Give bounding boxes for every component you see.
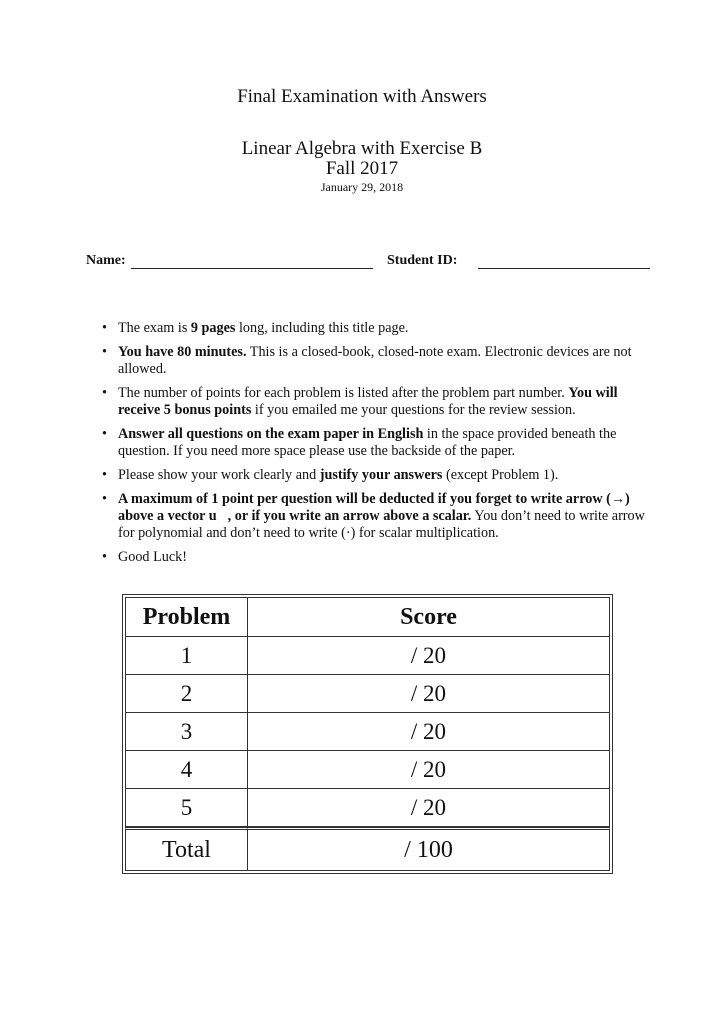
problem-number: 1 [125,637,248,675]
instruction-item [92,491,660,542]
total-label: Total [125,827,248,871]
instruction-item [92,385,660,419]
instruction-text: Good Luck! [118,549,187,565]
total-score: / 100 [248,827,610,871]
name-field[interactable] [131,268,373,269]
table-row [125,751,610,789]
instruction-text: Answer all questions on the exam paper in English [118,426,424,442]
instruction-text: The exam is [118,320,191,336]
instruction-text: A maximum of 1 point per question will be deducted if you forget to write arrow (→) above a vector u⃗, or if you write an arrow above a scalar. [118,491,630,524]
bullet-icon: • [102,426,107,442]
table-row [125,675,610,713]
instruction-text: long, including this title page. [235,320,409,336]
problem-header: Problem [125,597,248,637]
bullet-icon: • [102,385,107,401]
instructions-list [92,320,660,573]
instruction-text: justify your answers [319,467,443,483]
instruction-text: You have 80 minutes. [118,344,247,360]
bullet-icon: • [102,549,107,565]
bullet-icon: • [102,320,107,336]
problem-score: / 20 [248,675,610,713]
bullet-icon: • [102,491,107,507]
student-id-label: Student ID: [387,253,458,268]
problem-score: / 20 [248,637,610,675]
instruction-text: (except Problem 1). [442,467,559,483]
total-row [125,827,610,871]
problem-number: 5 [125,789,248,827]
exam-date: January 29, 2018 [320,180,404,194]
problem-score: / 20 [248,751,610,789]
problem-number: 3 [125,713,248,751]
problem-number: 4 [125,751,248,789]
instruction-item [92,467,660,484]
instruction-text: The number of points for each problem is listed after the problem part number. [118,385,569,401]
instruction-text: in the space provided beneath the question. If you need more space please use the backside of the paper. [118,426,617,459]
instruction-text: You will receive 5 bonus points [118,385,618,418]
instruction-item [92,549,660,566]
problem-score: / 20 [248,789,610,827]
table-row [125,713,610,751]
instruction-text: 9 pages [190,320,236,336]
problem-number: 2 [125,675,248,713]
table-row [125,789,610,827]
bullet-icon: • [102,467,107,483]
score-header: Score [248,597,610,637]
table-row [125,637,610,675]
bullet-icon: • [102,344,107,360]
score-table-header [125,597,610,637]
problem-score: / 20 [248,713,610,751]
term: Fall 2017 [325,158,399,179]
instruction-text: Please show your work clearly and [118,467,320,483]
instruction-text: if you emailed me your questions for the review session. [251,402,576,418]
course-name: Linear Algebra with Exercise B [241,138,483,159]
instruction-text: This is a closed-book, closed-note exam. Electronic devices are not allowed. [118,344,632,377]
score-table [125,597,610,871]
name-label: Name: [86,253,126,268]
instruction-text: You don’t need to write arrow for polynomial and don’t need to write (·) for scalar multiplication. [118,508,645,541]
instruction-item [92,426,660,460]
exam-title: Final Examination with Answers [237,86,487,107]
student-id-field[interactable] [478,268,650,269]
instruction-item [92,320,660,337]
instruction-item [92,344,660,378]
